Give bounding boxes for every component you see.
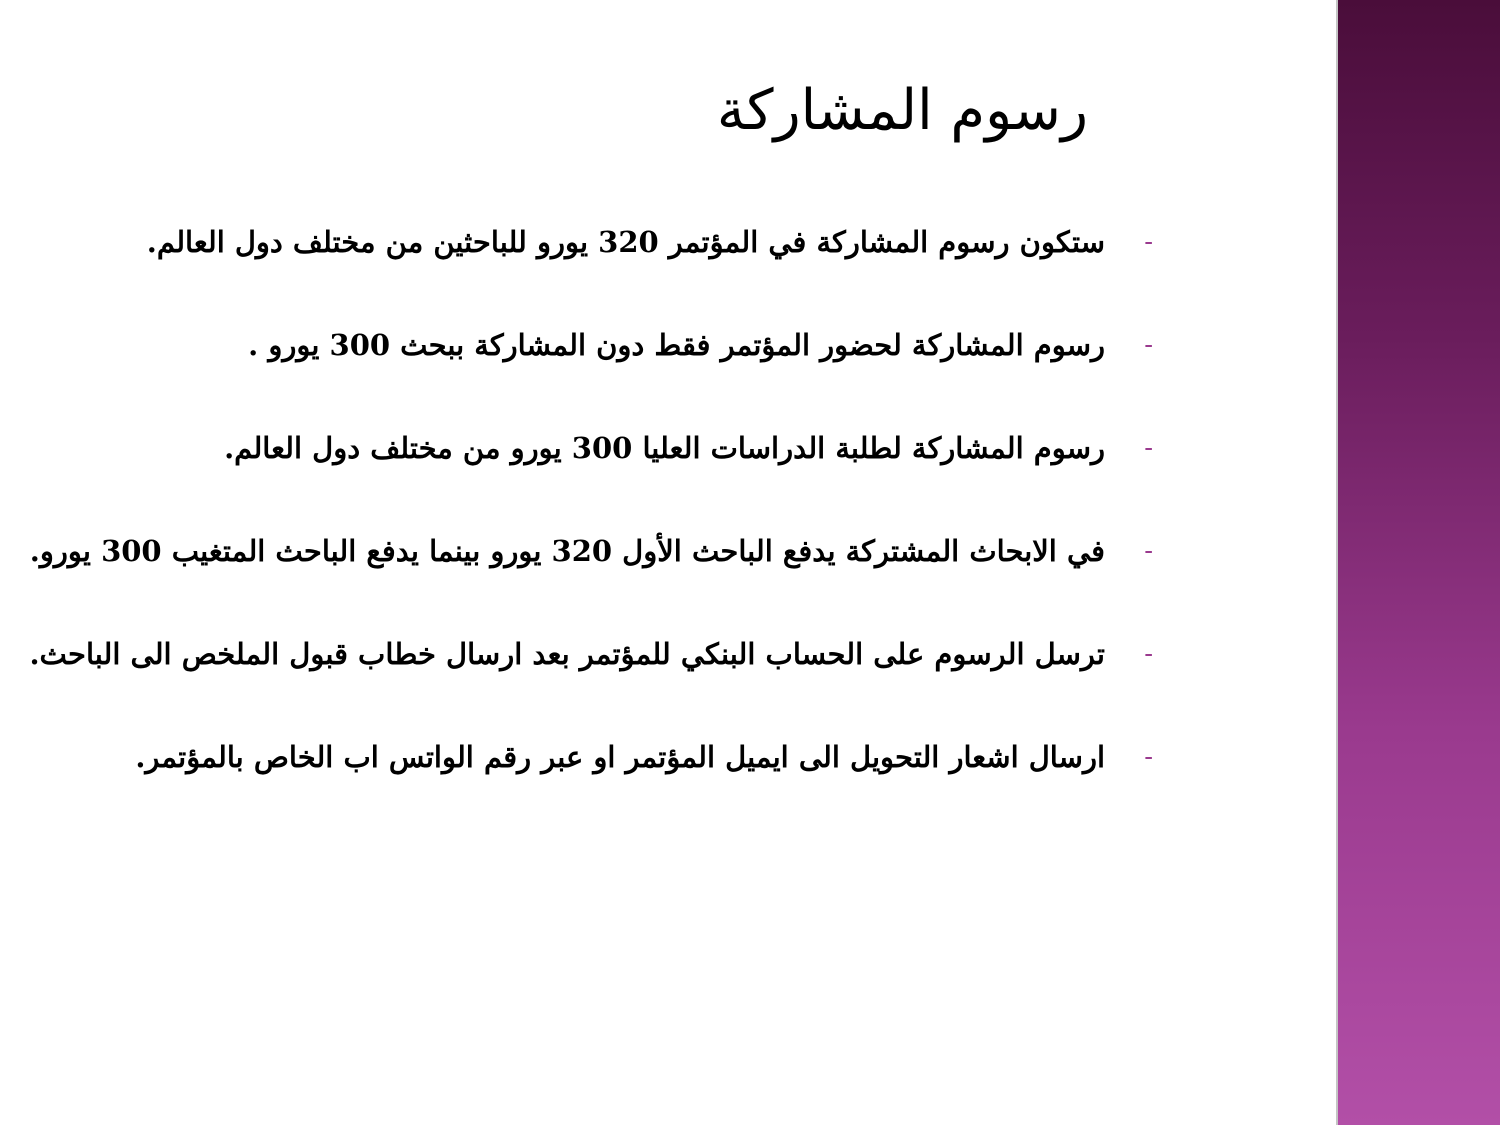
bullet-list bbox=[0, 210, 1153, 828]
decorative-side-band bbox=[1338, 0, 1500, 1125]
slide-title: رسوم المشاركة bbox=[716, 78, 1088, 143]
bullet-text: رسوم المشاركة لطلبة الدراسات العليا 300 يورو من مختلف دول العالم. bbox=[224, 431, 1105, 465]
bullet-marker: - bbox=[1144, 639, 1153, 669]
list-item bbox=[0, 313, 1153, 416]
bullet-marker: - bbox=[1144, 742, 1153, 772]
bullet-text: ترسل الرسوم على الحساب البنكي للمؤتمر بعد ارسال خطاب قبول الملخص الى الباحث. bbox=[29, 637, 1105, 671]
bullet-text: رسوم المشاركة لحضور المؤتمر فقط دون المشاركة ببحث 300 يورو . bbox=[248, 328, 1105, 362]
list-item bbox=[0, 622, 1153, 725]
bullet-text: في الابحاث المشتركة يدفع الباحث الأول 320 يورو بينما يدفع الباحث المتغيب 300 يورو. bbox=[29, 534, 1105, 568]
bullet-marker: - bbox=[1144, 433, 1153, 463]
list-item bbox=[0, 519, 1153, 622]
list-item bbox=[0, 725, 1153, 828]
bullet-text: ستكون رسوم المشاركة في المؤتمر 320 يورو للباحثين من مختلف دول العالم. bbox=[146, 225, 1105, 259]
bullet-marker: - bbox=[1144, 330, 1153, 360]
bullet-marker: - bbox=[1144, 227, 1153, 257]
list-item bbox=[0, 416, 1153, 519]
bullet-text: ارسال اشعار التحويل الى ايميل المؤتمر او عبر رقم الواتس اب الخاص بالمؤتمر. bbox=[135, 740, 1105, 774]
bullet-marker: - bbox=[1144, 536, 1153, 566]
list-item bbox=[0, 210, 1153, 313]
